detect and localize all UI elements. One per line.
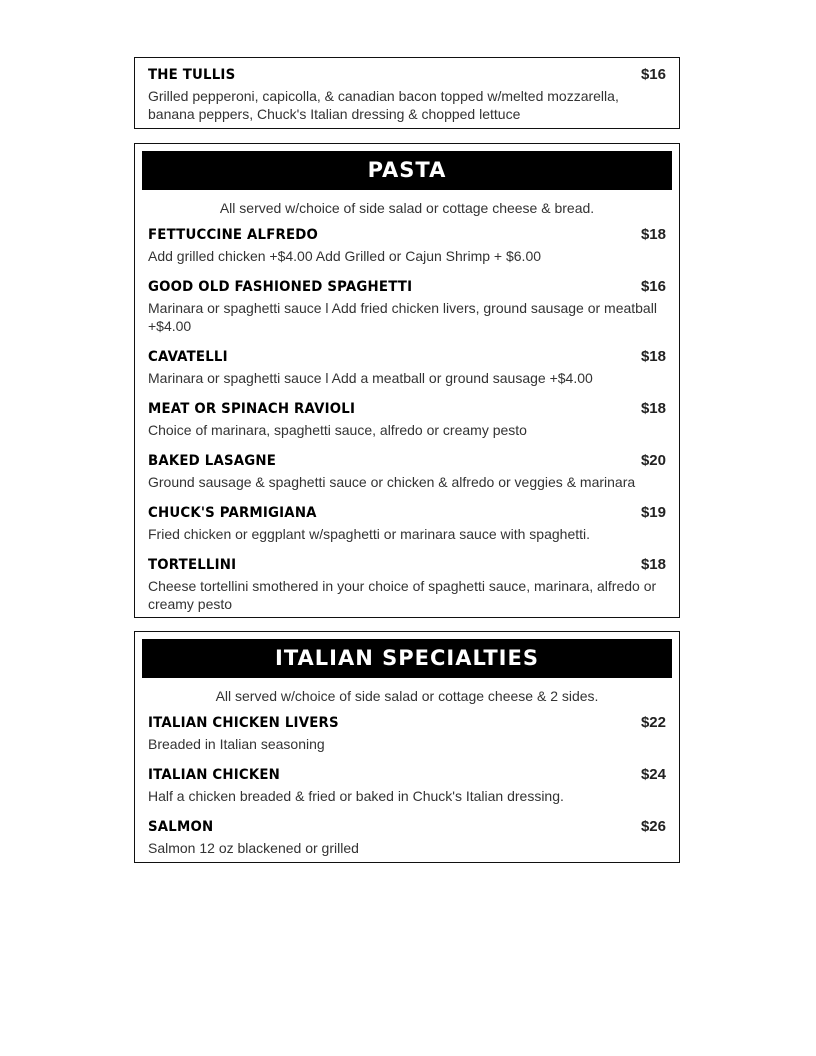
item-name: FETTUCCINE ALFREDO: [148, 227, 319, 243]
item-price: $22: [640, 714, 666, 731]
item-price: $16: [640, 66, 666, 83]
item-price: $20: [640, 452, 666, 469]
item-description: Grilled pepperoni, capicolla, & canadian bacon topped w/melted mozzarella, banana peppers, Chuck's Italian dressing & chopped lettuce: [148, 88, 619, 122]
item-price: $18: [640, 348, 666, 365]
item-name: CHUCK'S PARMIGIANA: [148, 505, 317, 521]
menu-item-tullis: [148, 66, 666, 123]
item-price: $18: [640, 226, 666, 243]
item-description: Choice of marinara, spaghetti sauce, alfredo or creamy pesto: [148, 422, 527, 438]
menu-item: [148, 556, 666, 613]
item-name: ITALIAN CHICKEN: [148, 767, 281, 783]
item-price: $18: [640, 400, 666, 417]
item-name: SALMON: [148, 819, 214, 835]
section-title-italian-specialties: ITALIAN SPECIALTIES: [142, 639, 672, 678]
section-intro: All served w/choice of side salad or cottage cheese & 2 sides.: [215, 688, 599, 704]
menu-item: [148, 400, 666, 439]
item-name: BAKED LASAGNE: [148, 453, 277, 469]
menu-item: [148, 278, 666, 335]
item-name: ITALIAN CHICKEN LIVERS: [148, 715, 339, 731]
menu-item: [148, 504, 666, 543]
menu-item: [148, 714, 666, 753]
menu-item: [148, 226, 666, 265]
item-name: MEAT OR SPINACH RAVIOLI: [148, 401, 356, 417]
item-price: $24: [640, 766, 666, 783]
pasta-section: [134, 143, 680, 618]
menu-item: [148, 452, 666, 491]
menu-item: [148, 766, 666, 805]
item-description: Add grilled chicken +$4.00 Add Grilled or Cajun Shrimp + $6.00: [148, 248, 542, 264]
menu-item: [148, 818, 666, 857]
item-name: TORTELLINI: [148, 557, 237, 573]
item-price: $26: [640, 818, 666, 835]
item-price: $16: [640, 278, 666, 295]
item-description: Half a chicken breaded & fried or baked in Chuck's Italian dressing.: [148, 788, 564, 804]
menu-item: [148, 348, 666, 387]
item-description: Ground sausage & spaghetti sauce or chicken & alfredo or veggies & marinara: [148, 474, 636, 490]
item-price: $18: [640, 556, 666, 573]
item-description: Fried chicken or eggplant w/spaghetti or marinara sauce with spaghetti.: [148, 526, 591, 542]
item-description: Cheese tortellini smothered in your choice of spaghetti sauce, marinara, alfredo or creamy pesto: [148, 578, 657, 612]
item-name: GOOD OLD FASHIONED SPAGHETTI: [148, 279, 413, 295]
section-title-pasta: PASTA: [142, 151, 672, 190]
tullis-box: [134, 57, 680, 129]
item-description: Salmon 12 oz blackened or grilled: [148, 840, 359, 856]
item-price: $19: [640, 504, 666, 521]
item-name: CAVATELLI: [148, 349, 228, 365]
section-intro: All served w/choice of side salad or cottage cheese & bread.: [219, 200, 595, 216]
italian-specialties-section: [134, 631, 680, 863]
item-description: Breaded in Italian seasoning: [148, 736, 325, 752]
item-name: THE TULLIS: [148, 67, 236, 83]
item-description: Marinara or spaghetti sauce l Add fried chicken livers, ground sausage or meatball +$4.00: [148, 300, 657, 334]
item-description: Marinara or spaghetti sauce l Add a meatball or ground sausage +$4.00: [148, 370, 593, 386]
